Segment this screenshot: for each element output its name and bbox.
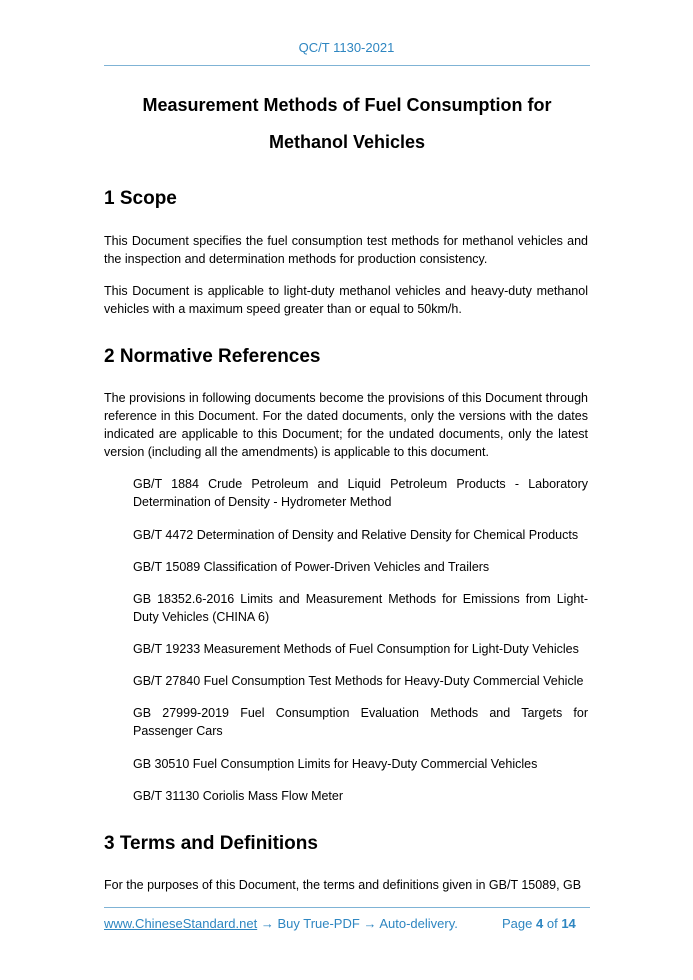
page-label: Page: [502, 916, 533, 931]
footer-promo: [104, 916, 458, 931]
section-heading-scope: 1 Scope: [104, 188, 177, 209]
reference-item: GB/T 19233 Measurement Methods of Fuel Consumption for Light-Duty Vehicles: [133, 642, 579, 656]
reference-item: GB/T 31130 Coriolis Mass Flow Meter: [133, 789, 344, 803]
reference-item: GB/T 15089 Classification of Power-Driven Vehicles and Trailers: [133, 560, 490, 574]
auto-delivery-text: Auto-delivery.: [379, 916, 458, 931]
reference-item: GB 27999-2019 Fuel Consumption Evaluation Methods and Targets for Passenger Cars: [133, 706, 588, 738]
page-current: 4: [536, 916, 544, 931]
footer-divider: [104, 907, 590, 908]
buy-pdf-text: Buy True-PDF: [277, 916, 360, 931]
page-total: 14: [561, 916, 576, 931]
terms-paragraph-1: For the purposes of this Document, the terms and definitions given in GB/T 15089, GB: [104, 878, 582, 892]
document-title-line-1: Measurement Methods of Fuel Consumption for: [142, 95, 552, 115]
reference-item: GB 18352.6-2016 Limits and Measurement Methods for Emissions from Light-Duty Vehicles (CHINA 6): [133, 592, 588, 624]
reference-item: GB/T 27840 Fuel Consumption Test Methods for Heavy-Duty Commercial Vehicle: [133, 674, 584, 688]
section-heading-terms-and-definitions: 3 Terms and Definitions: [104, 833, 318, 854]
header-document-code: QC/T 1130-2021: [298, 40, 395, 55]
reference-item: GB 30510 Fuel Consumption Limits for Heavy-Duty Commercial Vehicles: [133, 757, 538, 771]
section-heading-normative-references: 2 Normative References: [104, 346, 321, 367]
site-link[interactable]: www.ChineseStandard.net: [104, 916, 258, 931]
page-indicator: [502, 916, 576, 931]
document-title-line-2: Methanol Vehicles: [268, 132, 426, 152]
header-divider: [104, 65, 590, 66]
page-of: of: [546, 916, 558, 931]
scope-paragraph-2: This Document is applicable to light-duty methanol vehicles and heavy-duty methanol vehicles with a maximum speed greater than or equal to 50km/h.: [104, 284, 588, 316]
reference-item: GB/T 1884 Crude Petroleum and Liquid Petroleum Products - Laboratory Determination of Density - Hydrometer Method: [133, 477, 588, 509]
arrow-right-icon: →: [363, 916, 377, 931]
normative-intro-paragraph: The provisions in following documents become the provisions of this Document through reference in this Document. For the dated documents, only the versions with the dates indicated are applicable to this Document; for the undated documents, only the latest version (including all the amendments) is applicable to this document.: [104, 391, 588, 459]
scope-paragraph-1: This Document specifies the fuel consumption test methods for methanol vehicles and the inspection and determination methods for production consistency.: [104, 234, 588, 266]
arrow-right-icon: →: [260, 916, 274, 931]
reference-item: GB/T 4472 Determination of Density and Relative Density for Chemical Products: [133, 528, 579, 542]
